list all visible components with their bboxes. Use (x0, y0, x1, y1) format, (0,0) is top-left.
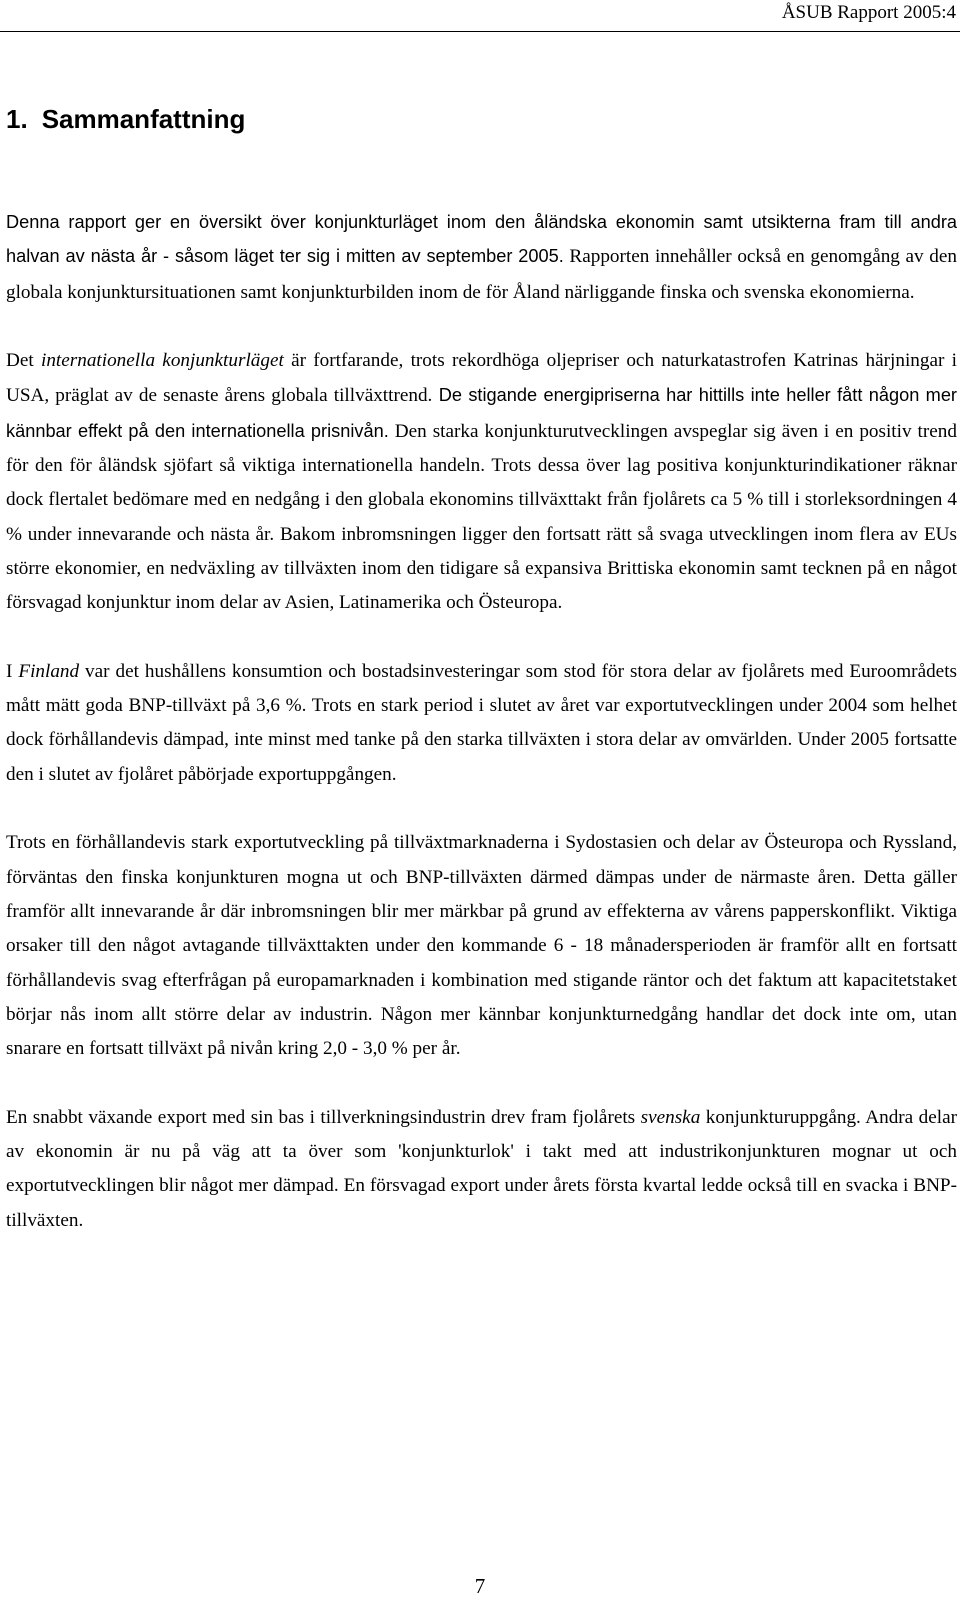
paragraph-finland-text: var det hushållens konsumtion och bostadsinvesteringar som stod för stora delar av fjolårets med Euroområdets mått mätt goda BNP-tillväxt på 3,6 %. Trots en stark period i slutet av året var exportutvecklingen under 2004 som helhet dock förhållandevis dämpad, inte minst med tanke på den starka tillväxten i stora delar av omvärlden. Under 2005 fortsatte den i slutet av fjolåret påbörjade exportuppgången. (6, 660, 957, 785)
paragraph-international-start: Det (6, 350, 41, 372)
paragraph-summary-part1: Denna rapport ger en översikt över konjunkturläget inom den åländska ekonomin samt utsikterna fram till andra halvan av nästa år - såsom läget ter sig i mitten av september 2005. (6, 212, 957, 267)
paragraph-sweden-start: En snabbt växande export med sin bas i tillverkningsindustrin drev fram fjolårets (6, 1106, 641, 1128)
section-title: Sammanfattning (41, 104, 246, 134)
paragraph-finland-outlook (6, 826, 957, 1066)
paragraph-finland-start: I (6, 660, 19, 682)
paragraph-sweden (6, 1101, 957, 1238)
paragraph-finland-outlook-text: Trots en förhållandevis stark exportutveckling på tillväxtmarknaderna i Sydostasien och delar av Östeuropa och Ryssland, förväntas den finska konjunkturen mogna ut och BNP-tillväxten därmed dämpas under de närmaste åren. Detta gäller framför allt innevarande år där inbromsningen blir mer märkbar på grund av effekterna av vårens papperskonflikt. Viktiga orsaker till den något avtagande tillväxttakten under den kommande 6 - 18 månadersperioden är framför allt en fortsatt förhållandevis svag efterfrågan på europamarknaden i kombination med stigande räntor och det faktum att kapacitetstaket börjar nås inom allt större delar av industrin. Någon mer kännbar konjunkturnedgång handlar det dock inte om, utan snarare en fortsatt tillväxt på nivån kring 2,0 - 3,0 % per år. (6, 832, 957, 1060)
page-number: 7 (474, 1574, 486, 1598)
emphasis-finland: Finland (18, 660, 80, 682)
paragraph-international-rest: Den starka konjunkturutvecklingen avspeglar sig även i en positiv trend för den för åländsk sjöfart så viktiga internationella handeln. Trots dessa över lag positiva konjunkturindikationer räknar dock flertalet bedömare med en nedgång i den globala ekonomins tillväxttakt från fjolårets ca 5 % till i storleksordningen 4 % under innevarande och nästa år. Bakom inbromsningen ligger den fortsatt rätt så svaga utvecklingen inom flera av EUs större ekonomier, en nedväxling av tillväxten inom den tidigare så expansiva Brittiska ekonomin samt tecknen på en något försvagad konjunktur inom delar av Asien, Latinamerika och Östeuropa. (6, 420, 957, 614)
emphasis-swedish: svenska (640, 1106, 701, 1128)
paragraph-summary (6, 205, 957, 310)
paragraph-international (6, 344, 957, 620)
paragraph-summary-part2: Rapporten innehåller också en genomgång av den globala konjunktursituationen samt konjunkturbilden inom de för Åland närliggande finska och svenska ekonomierna. (6, 246, 957, 303)
section-number: 1. (6, 104, 28, 134)
report-title: ÅSUB Rapport 2005:4 (781, 2, 956, 23)
paragraph-international-energy: De stigande energipriserna har hittills inte heller fått någon mer kännbar effekt på den internationella prisnivån. (6, 385, 957, 441)
paragraph-sweden-text: konjunkturuppgång. Andra delar av ekonomin är nu på väg att ta över som 'konjunkturlok' i takt med att industrikonjunkturen mognar ut och exportutvecklingen blir något mer dämpad. En försvagad export under årets första kvartal ledde också till en svacka i BNP-tillväxten. (6, 1106, 957, 1231)
paragraph-finland (6, 655, 957, 792)
page-header (0, 0, 960, 32)
paragraph-international-text: är fortfarande, trots rekordhöga oljepriser och naturkatastrofen Katrinas härjningar i USA, präglat av de senaste årens globala tillväxttrend. (6, 350, 957, 407)
emphasis-international: internationella konjunkturläget (40, 350, 284, 372)
section-heading (6, 104, 245, 135)
document-body (6, 205, 957, 1272)
